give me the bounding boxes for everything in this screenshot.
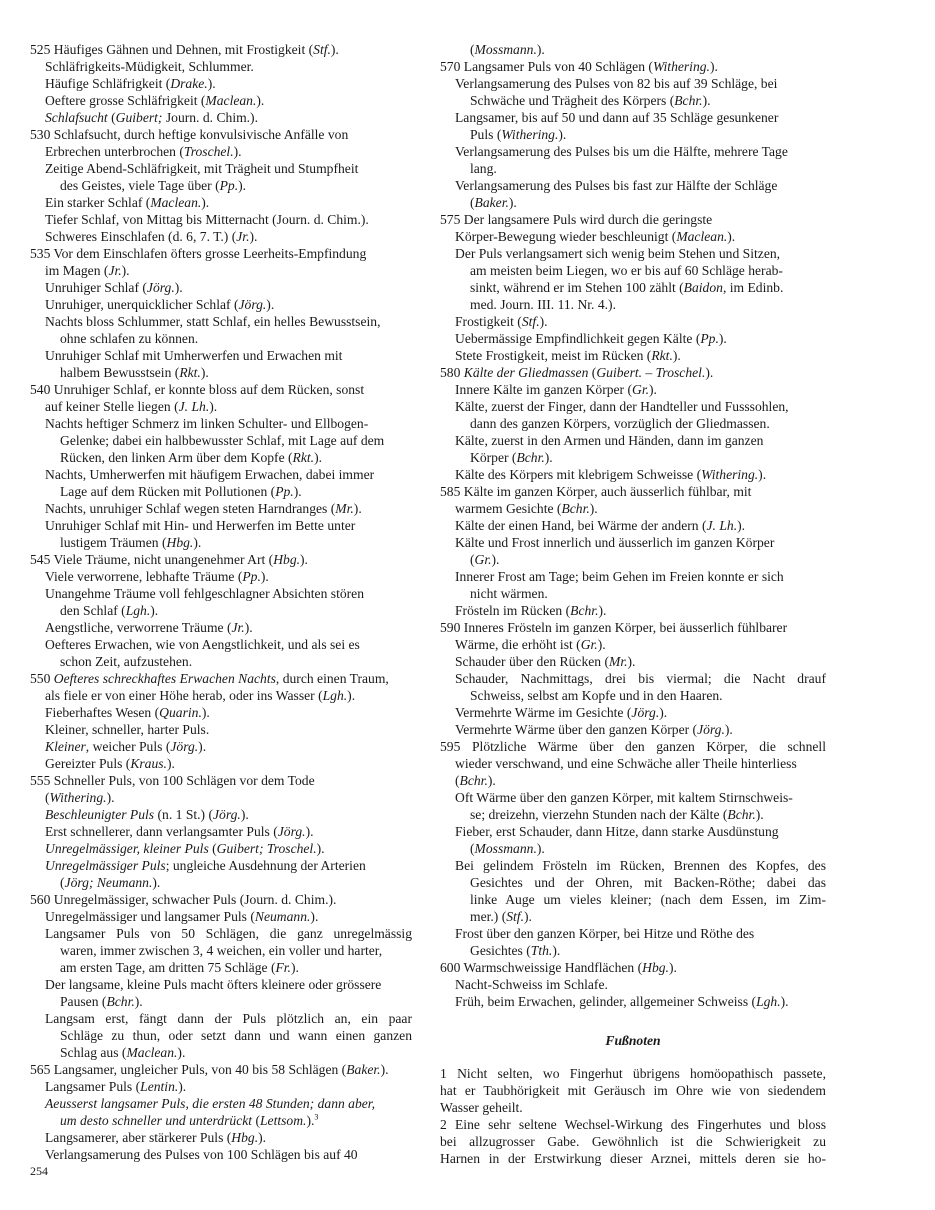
text-line: Früh, beim Erwachen, gelinder, allgemeiner Schweiss (Lgh.). [455, 994, 789, 1009]
text-line: Der Puls verlangsamert sich wenig beim Stehen und Sitzen, [455, 246, 781, 261]
footnote-line: bei allzugrosser Gabe. Gewöhnlich ist die Schwierigkeit zu [440, 1134, 826, 1149]
left-column [30, 41, 412, 1163]
text-line: Schwäche und Trägheit des Körpers (Bchr.). [470, 93, 711, 108]
text-line: Innere Kälte im ganzen Körper (Gr.). [455, 382, 657, 397]
text-line: Innerer Frost am Tage; beim Gehen im Freien konnte er sich [455, 569, 784, 584]
text-line: Fieberhaftes Wesen (Quarin.). [45, 705, 210, 720]
text-line: Aengstliche, verworrene Träume (Jr.). [45, 620, 253, 635]
text-line: (Mossmann.). [470, 42, 545, 57]
text-line: Pausen (Bchr.). [60, 994, 143, 1009]
text-line: Rücken, den linken Arm über dem Kopfe (Rkt.). [60, 450, 322, 465]
text-line: um desto schneller und unterdrückt (Lettsom.).$^3$ [60, 1112, 319, 1128]
text-line: Schläfrigkeits-Müdigkeit, Schlummer. [45, 59, 254, 74]
text-line: Viele verworrene, lebhafte Träume (Pp.). [45, 569, 269, 584]
text-line: Langsamerer, aber stärkerer Puls (Hbg.). [45, 1130, 267, 1145]
text-line: 575 Der langsamere Puls wird durch die geringste [440, 212, 713, 227]
text-line: Körper (Bchr.). [470, 450, 553, 465]
text-line: Verlangsamerung des Pulses von 82 bis auf 39 Schläge, bei [455, 76, 778, 91]
text-line: lang. [470, 161, 497, 176]
text-line: 560 Unregelmässiger, schwacher Puls (Journ. d. Chim.). [30, 892, 337, 907]
text-line: Nachts, unruhiger Schlaf wegen steten Harndranges (Mr.). [45, 501, 362, 516]
text-line: Kälte der einen Hand, bei Wärme der andern (J. Lh.). [455, 518, 746, 533]
text-line: auf keiner Stelle liegen (J. Lh.). [45, 399, 218, 414]
text-line: 590 Inneres Frösteln im ganzen Körper, bei äusserlich fühlbarer [440, 620, 788, 635]
text-line: (Mossmann.). [470, 841, 545, 856]
text-line: Der langsame, kleine Puls macht öfters kleinere oder grössere [45, 977, 382, 992]
text-line: se; dreizehn, vierzehn Stunden nach der Kälte (Bchr.). [470, 807, 764, 822]
text-line: Schlafsucht (Guibert; Journ. d. Chim.). [45, 110, 258, 125]
text-line: Kälte, zuerst der Finger, dann der Handteller und Fusssohlen, [455, 399, 789, 414]
text-line: 570 Langsamer Puls von 40 Schlägen (Withering.). [440, 59, 718, 74]
text-line: Unregelmässiger, kleiner Puls (Guibert; Troschel.). [45, 841, 325, 856]
text-line: Ein starker Schlaf (Maclean.). [45, 195, 210, 210]
text-line: Kälte des Körpers mit klebrigem Schweisse (Withering.). [455, 467, 767, 482]
text-line: (Jörg; Neumann.). [60, 875, 161, 890]
text-line: Vermehrte Wärme im Gesichte (Jörg.). [455, 705, 668, 720]
text-line: Schauder über den Rücken (Mr.). [455, 654, 636, 669]
text-line: Schweiss, selbst am Kopfe und in den Haaren. [470, 688, 723, 703]
text-line: halbem Bewusstsein (Rkt.). [60, 365, 209, 380]
text-line: Langsamer Puls von 50 Schlägen, die ganz unregelmässig [45, 926, 412, 941]
text-line: als fiele er von einer Höhe herab, oder ins Wasser (Lgh.). [45, 688, 356, 703]
text-line: 585 Kälte im ganzen Körper, auch äusserlich fühlbar, mit [440, 484, 752, 499]
text-line: nicht wärmen. [470, 586, 548, 601]
text-line: mer.) (Stf.). [470, 909, 532, 924]
text-line: Aeusserst langsamer Puls, die ersten 48 Stunden; dann aber, [45, 1096, 375, 1111]
text-line: Uebermässige Empfindlichkeit gegen Kälte (Pp.). [455, 331, 727, 346]
text-line: Erst schnellerer, dann verlangsamter Puls (Jörg.). [45, 824, 314, 839]
text-line: Oefteres Erwachen, wie von Aengstlichkeit, und als sei es [45, 637, 360, 652]
text-line: am ersten Tage, am dritten 75 Schläge (Fr.). [60, 960, 299, 975]
text-line: Unregelmässiger und langsamer Puls (Neumann.). [45, 909, 319, 924]
text-line: Schweres Einschlafen (d. 6, 7. T.) (Jr.). [45, 229, 258, 244]
text-line: Tiefer Schlaf, von Mittag bis Mitternacht (Journ. d. Chim.). [45, 212, 369, 227]
text-line: Nacht-Schweiss im Schlafe. [455, 977, 608, 992]
text-line: Frösteln im Rücken (Bchr.). [455, 603, 607, 618]
footnotes [440, 1065, 826, 1167]
text-line: Frostigkeit (Stf.). [455, 314, 548, 329]
text-line: Langsam erst, fängt dann der Puls plötzlich an, ein paar [45, 1011, 412, 1026]
text-line: des Geistes, viele Tage über (Pp.). [60, 178, 247, 193]
text-line: Verlangsamerung des Pulses von 100 Schlägen bis auf 40 [45, 1147, 358, 1162]
text-line: 525 Häufiges Gähnen und Dehnen, mit Frostigkeit (Stf.). [30, 42, 339, 57]
text-line: Fieber, erst Schauder, dann Hitze, dann starke Ausdünstung [455, 824, 779, 839]
text-line: Kleiner, schneller, harter Puls. [45, 722, 210, 737]
text-line: sinkt, während er im Stehen 100 zählt (Baidon, im Edinb. [470, 280, 784, 295]
text-line: linke Auge um vieles kleiner; (nach dem Essen, im Zim- [470, 892, 826, 907]
text-line: Lage auf dem Rücken mit Pollutionen (Pp.). [60, 484, 302, 499]
text-line: Unruhiger, unerquicklicher Schlaf (Jörg.). [45, 297, 275, 312]
text-line: Unruhiger Schlaf (Jörg.). [45, 280, 183, 295]
text-line: (Bchr.). [455, 773, 496, 788]
text-line: Erbrechen unterbrochen (Troschel.). [45, 144, 242, 159]
text-line: 565 Langsamer, ungleicher Puls, von 40 bis 58 Schlägen (Baker.). [30, 1062, 389, 1077]
text-line: Gesichtes und der Ohren, mit Backen-Röthe; dabei das [470, 875, 826, 890]
text-line: Oeftere grosse Schläfrigkeit (Maclean.). [45, 93, 265, 108]
text-line: 600 Warmschweissige Handflächen (Hbg.). [440, 960, 677, 975]
text-line: Langsamer, bis auf 50 und dann auf 35 Schläge gesunkener [455, 110, 779, 125]
text-line: Schlag aus (Maclean.). [60, 1045, 186, 1060]
text-line: 555 Schneller Puls, von 100 Schlägen vor dem Tode [30, 773, 315, 788]
right-column-entries [440, 41, 826, 1010]
text-line: dann des ganzen Körpers, vorzüglich der Gliedmassen. [470, 416, 770, 431]
text-line: ohne schlafen zu können. [60, 331, 199, 346]
text-line: Beschleunigter Puls (n. 1 St.) (Jörg.). [45, 807, 249, 822]
text-line: Kälte und Frost innerlich und äusserlich im ganzen Körper [455, 535, 775, 550]
footnotes-heading: Fußnoten [605, 1033, 661, 1048]
text-line: (Withering.). [45, 790, 115, 805]
text-line: Vermehrte Wärme über den ganzen Körper (Jörg.). [455, 722, 733, 737]
text-line: wieder verschwand, und eine Schwäche aller Theile hinterliess [455, 756, 797, 771]
text-line: 545 Viele Träume, nicht unangenehmer Art (Hbg.). [30, 552, 308, 567]
text-line: (Gr.). [470, 552, 500, 567]
text-line: Kleiner, weicher Puls (Jörg.). [45, 739, 207, 754]
text-line: 580 Kälte der Gliedmassen (Guibert. – Troschel.). [440, 365, 714, 380]
page-number: 254 [30, 1164, 48, 1178]
text-line: waren, immer zwischen 3, 4 weichen, ein voller und harter, [60, 943, 383, 958]
text-line: Unangehme Träume voll fehlgeschlagner Absichten stören [45, 586, 365, 601]
footnote-line: Harnen in der Erstwirkung dieser Arznei, mittels deren sie ho- [440, 1151, 826, 1166]
text-line: im Magen (Jr.). [45, 263, 130, 278]
text-line: 595 Plötzliche Wärme über den ganzen Körper, die schnell [440, 739, 826, 754]
text-line: 535 Vor dem Einschlafen öfters grosse Leerheits-Empfindung [30, 246, 367, 261]
text-line: Nachts, Umherwerfen mit häufigem Erwachen, dabei immer [45, 467, 375, 482]
text-line: Bei gelindem Frösteln im Rücken, Brennen des Kopfes, des [455, 858, 826, 873]
text-line: schon Zeit, aufzustehen. [60, 654, 193, 669]
text-line: Verlangsamerung des Pulses bis um die Hälfte, mehrere Tage [455, 144, 788, 159]
text-line: Unruhiger Schlaf mit Hin- und Herwerfen im Bette unter [45, 518, 356, 533]
text-line: am meisten beim Liegen, wo er bis auf 60 Schläge herab- [470, 263, 783, 278]
text-line: Unregelmässiger Puls; ungleiche Ausdehnung der Arterien [45, 858, 366, 873]
footnote-line: hat er Taubhörigkeit mit Geräusch im Ohre wie von siedendem [440, 1083, 826, 1098]
text-line: Stete Frostigkeit, meist im Rücken (Rkt.). [455, 348, 681, 363]
text-line: 550 Oefteres schreckhaftes Erwachen Nachts, durch einen Traum, [30, 671, 389, 686]
text-line: 540 Unruhiger Schlaf, er konnte bloss auf dem Rücken, sonst [30, 382, 365, 397]
text-line: Nachts bloss Schlummer, statt Schlaf, ein helles Bewusstsein, [45, 314, 381, 329]
footnote-line: Wasser geheilt. [440, 1100, 523, 1115]
text-line: Puls (Withering.). [470, 127, 567, 142]
text-line: Wärme, die erhöht ist (Gr.). [455, 637, 606, 652]
text-line: Schauder, Nachmittags, drei bis viermal; die Nacht drauf [455, 671, 826, 686]
text-line: (Baker.). [470, 195, 517, 210]
text-line: 530 Schlafsucht, durch heftige konvulsivische Anfälle von [30, 127, 349, 142]
text-line: den Schlaf (Lgh.). [60, 603, 159, 618]
text-line: Gelenke; dabei ein halbbewusster Schlaf, mit Lage auf dem [60, 433, 385, 448]
text-line: med. Journ. III. 11. Nr. 4.). [470, 297, 616, 312]
text-line: Schläge zu thun, oder setzt dann und wann einen ganzen [60, 1028, 412, 1043]
text-line: Frost über den ganzen Körper, bei Hitze und Röthe des [455, 926, 755, 941]
text-line: Gereizter Puls (Kraus.). [45, 756, 175, 771]
footnote-line: 1 Nicht selten, wo Fingerhut übrigens homöopathisch passete, [440, 1066, 826, 1081]
text-line: Kälte, zuerst in den Armen und Händen, dann im ganzen [455, 433, 764, 448]
text-line: Verlangsamerung des Pulses bis fast zur Hälfte der Schläge [455, 178, 778, 193]
text-line: Zeitige Abend-Schläfrigkeit, mit Trägheit und Stumpfheit [45, 161, 359, 176]
text-line: Gesichtes (Tth.). [470, 943, 561, 958]
text-line: Körper-Bewegung wieder beschleunigt (Maclean.). [455, 229, 736, 244]
footnote-line: 2 Eine sehr seltene Wechsel-Wirkung des Fingerhutes und bloss [440, 1117, 826, 1132]
text-line: Nachts heftiger Schmerz im linken Schulter- und Ellbogen- [45, 416, 369, 431]
text-line: Langsamer Puls (Lentin.). [45, 1079, 187, 1094]
text-line: Oft Wärme über den ganzen Körper, mit kaltem Stirnschweis- [455, 790, 793, 805]
text-line: Häufige Schläfrigkeit (Drake.). [45, 76, 216, 91]
text-line: warmem Gesichte (Bchr.). [455, 501, 598, 516]
right-column [440, 41, 826, 1167]
text-line: lustigem Träumen (Hbg.). [60, 535, 202, 550]
text-line: Unruhiger Schlaf mit Umherwerfen und Erwachen mit [45, 348, 343, 363]
